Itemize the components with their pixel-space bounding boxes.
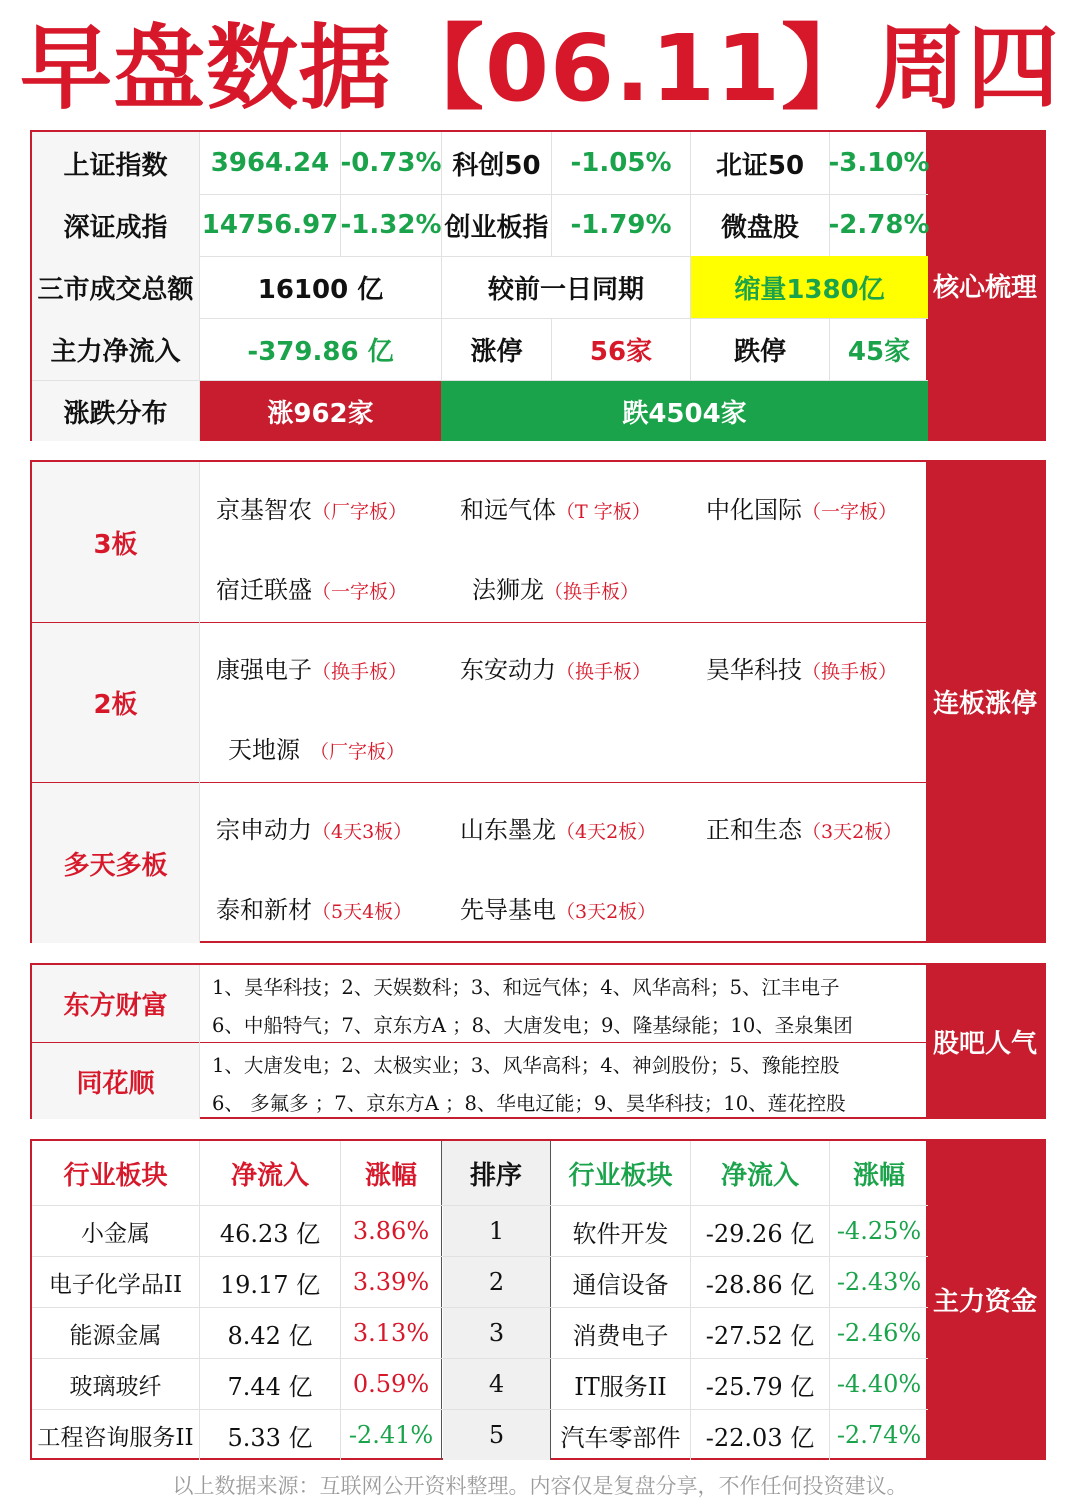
up-count-bar: 涨962家 [200, 381, 441, 441]
header-change: 涨幅 [364, 1160, 417, 1191]
inflow-change: -2.41% [348, 1421, 434, 1449]
inflow-change: 0.59% [352, 1370, 430, 1398]
board-group-label: 3板 [32, 462, 199, 622]
index-name: 北证50 [715, 150, 805, 181]
inflow-netflow: 7.44 亿 [227, 1372, 313, 1401]
rank-number: 3 [443, 1308, 550, 1358]
boards-side-label: 连板涨停 [926, 462, 1044, 941]
outflow-sector: IT服务II [574, 1372, 667, 1401]
board-stock: 先导基电（3天2板） [460, 896, 657, 924]
popularity-line: 1、大唐发电；2、太极实业；3、风华高科；4、神剑股份；5、豫能控股 [212, 1054, 840, 1077]
rank-number: 4 [443, 1359, 550, 1409]
outflow-change: -4.40% [836, 1370, 922, 1398]
rank-number: 5 [443, 1410, 550, 1460]
distribution-label: 涨跌分布 [32, 381, 199, 441]
board-stock: 宗申动力（4天3板） [216, 816, 413, 844]
outflow-change: -2.74% [836, 1421, 922, 1449]
board-group-label: 2板 [32, 623, 199, 782]
outflow-netflow: -27.52 亿 [705, 1321, 815, 1350]
board-stock: 昊华科技（换手板） [706, 656, 898, 684]
inflow-sector: 电子化学品II [48, 1271, 183, 1298]
board-stock: 东安动力（换手板） [460, 656, 652, 684]
boards-panel [30, 460, 1046, 943]
index-pct: -1.05% [570, 148, 672, 178]
index-value: 3964.24 [210, 148, 330, 178]
core-side-label: 核心梳理 [926, 132, 1044, 439]
inflow-change: 3.86% [352, 1217, 430, 1245]
index-value: 14756.97 [201, 210, 339, 240]
limit-down-value: 45家 [847, 336, 911, 367]
inflow-netflow: 5.33 亿 [227, 1423, 313, 1452]
index-name: 深证成指 [32, 194, 199, 256]
outflow-netflow: -29.26 亿 [705, 1219, 815, 1248]
outflow-netflow: -25.79 亿 [705, 1372, 815, 1401]
inflow-netflow: 46.23 亿 [219, 1219, 321, 1248]
fund-flow-side-label: 主力资金 [926, 1141, 1044, 1458]
outflow-sector: 通信设备 [572, 1270, 669, 1299]
index-name: 上证指数 [32, 132, 199, 194]
footer-note: 以上数据来源：互联网公开资料整理。内容仅是复盘分享，不作任何投资建议。 [172, 1474, 908, 1498]
inflow-sector: 工程咨询服务II [37, 1424, 194, 1451]
inflow-sector: 能源金属 [69, 1322, 162, 1349]
core-panel [30, 130, 1046, 441]
board-stock: 和远气体（T 字板） [460, 496, 651, 524]
header-rank: 排序 [442, 1141, 550, 1205]
compare-label: 较前一日同期 [487, 274, 644, 305]
board-stock: 宿迁联盛（一字板） [216, 576, 408, 604]
popularity-line: 6、中船特气；7、京东方A ；8、大唐发电；9、隆基绿能；10、圣泉集团 [212, 1014, 853, 1037]
outflow-netflow: -22.03 亿 [705, 1423, 815, 1452]
compare-value: 缩量1380亿 [691, 256, 928, 318]
header-netflow: 净流入 [720, 1160, 799, 1191]
header-sector: 行业板块 [568, 1160, 673, 1191]
inflow-netflow: 8.42 亿 [227, 1321, 313, 1350]
popularity-line: 6、 多氟多 ；7、京东方A ；8、华电辽能；9、昊华科技；10、莲花控股 [212, 1092, 846, 1115]
index-name: 科创50 [452, 150, 541, 181]
header-sector: 行业板块 [63, 1160, 168, 1191]
header-change: 涨幅 [852, 1160, 905, 1191]
netflow-label: 主力净流入 [32, 318, 199, 380]
page-title: 早盘数据【06.11】周四 [19, 15, 1060, 122]
board-stock: 泰和新材（5天4板） [216, 896, 413, 924]
index-pct: -0.73% [340, 148, 442, 178]
rank-number: 2 [443, 1257, 550, 1307]
turnover-label: 三市成交总额 [32, 256, 199, 318]
outflow-netflow: -28.86 亿 [705, 1270, 815, 1299]
board-stock: 天地源 （厂字板） [228, 736, 406, 764]
board-stock: 正和生态（3天2板） [706, 816, 903, 844]
board-stock: 山东墨龙（4天2板） [460, 816, 657, 844]
inflow-change: 3.13% [352, 1319, 430, 1347]
outflow-sector: 汽车零部件 [560, 1423, 681, 1452]
limit-up-value: 56家 [589, 336, 653, 367]
fund-flow-panel [30, 1139, 1046, 1460]
board-group-label: 多天多板 [32, 783, 199, 943]
limit-down-label: 跌停 [733, 336, 786, 367]
index-name: 微盘股 [720, 212, 799, 243]
outflow-sector: 消费电子 [572, 1321, 669, 1350]
down-count-bar: 跌4504家 [441, 381, 928, 441]
rank-number: 1 [443, 1206, 550, 1256]
turnover-value: 16100 亿 [257, 274, 384, 305]
popularity-side-label: 股吧人气 [926, 965, 1044, 1117]
popularity-line: 1、昊华科技；2、天娱数科；3、和远气体；4、风华高科；5、江丰电子 [212, 976, 840, 999]
board-stock: 京基智农（厂字板） [216, 496, 408, 524]
outflow-change: -2.46% [836, 1319, 922, 1347]
inflow-sector: 玻璃玻纤 [69, 1373, 162, 1400]
header-netflow: 净流入 [230, 1160, 309, 1191]
outflow-change: -4.25% [836, 1217, 922, 1245]
board-stock: 法狮龙（换手板） [472, 576, 640, 604]
inflow-change: 3.39% [352, 1268, 430, 1296]
netflow-value: -379.86 亿 [247, 336, 394, 367]
index-pct: -3.10% [828, 148, 930, 178]
board-stock: 康强电子（换手板） [216, 656, 408, 684]
source-name: 东方财富 [32, 965, 199, 1042]
outflow-sector: 软件开发 [572, 1219, 669, 1248]
source-name: 同花顺 [32, 1043, 199, 1119]
index-pct: -1.79% [570, 210, 672, 240]
inflow-sector: 小金属 [81, 1220, 150, 1247]
limit-up-label: 涨停 [470, 336, 523, 367]
outflow-change: -2.43% [836, 1268, 922, 1296]
board-stock: 中化国际（一字板） [706, 496, 898, 524]
inflow-netflow: 19.17 亿 [219, 1270, 321, 1299]
index-pct: -2.78% [828, 210, 930, 240]
index-pct: -1.32% [340, 210, 442, 240]
index-name: 创业板指 [444, 212, 549, 243]
